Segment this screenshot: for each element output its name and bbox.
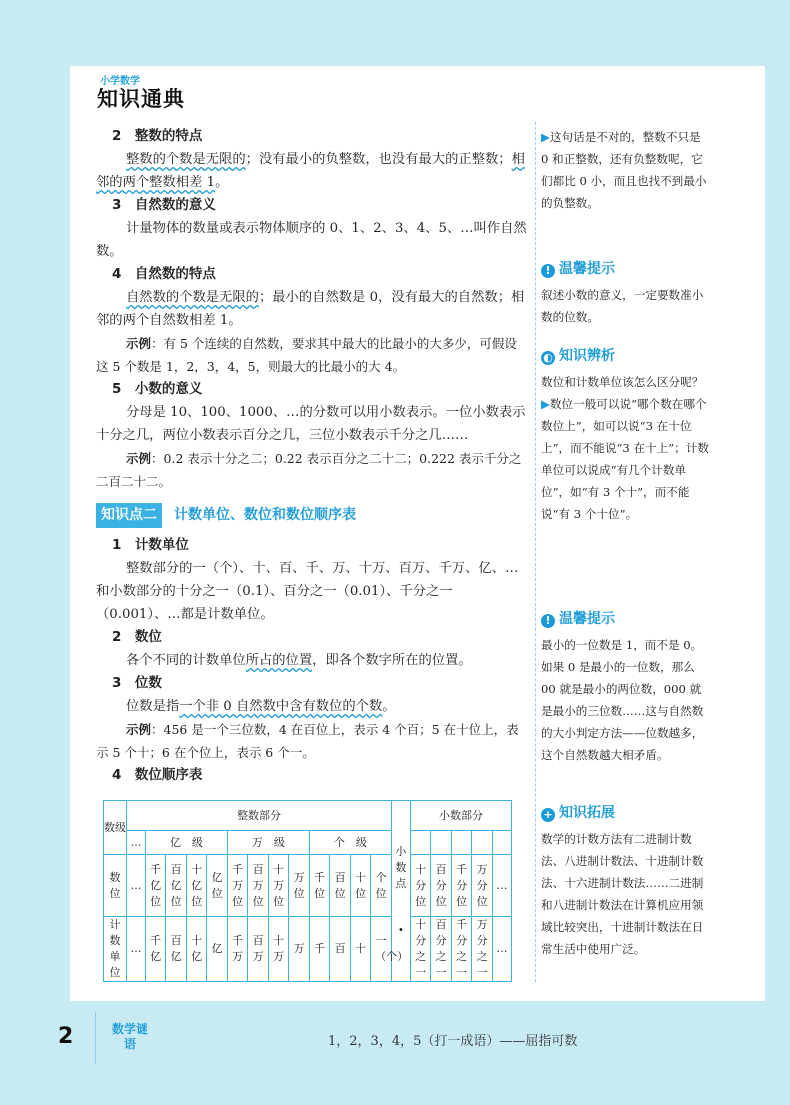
place-cell-text: 个位 [375,870,387,900]
section-title: 5 小数的意义 [112,381,203,397]
paragraph [96,649,528,672]
analysis-title [541,345,711,367]
tip-title-text: 温馨提示 [559,261,615,277]
dec-place-cell [410,855,431,917]
footer-band [0,1002,790,1105]
analysis-box [541,345,711,525]
compare-icon: ◐ [541,351,555,365]
tip-box-2 [541,608,711,766]
riddle-label: 数学谜语 [111,1022,148,1051]
note-body: 这句话是不对的，整数不只是 0 和正整数，还有负整数呢，它们都比 0 小，而且也找不到最小的负整数。 [541,130,707,210]
text: 各个不同的计数单位 [126,653,246,668]
place-cell [350,855,371,917]
unit-cell-text: 十万 [273,934,285,963]
extension-box [541,802,711,960]
place-cell-text: 千亿位 [150,862,162,908]
underlined-text: 所占的位置 [245,653,313,668]
unit-cell-text: 亿 [211,942,223,955]
section-title: 4 自然数的特点 [112,266,216,282]
underlined-text: 整数的个数是无限的 [126,152,246,167]
cell-blank [431,831,452,855]
unit-cell [248,917,269,982]
place-cell-text: 百位 [334,870,346,900]
analysis-title-text: 知识辨析 [559,348,615,364]
tip-title [541,258,711,280]
unit-cell [371,917,409,982]
unit-cell-text: 万 [293,942,305,955]
place-cell [186,855,207,917]
digit-order-table [103,800,512,982]
section-title: 2 整数的特点 [112,128,203,144]
extension-title [541,802,711,824]
place-cell-text: 百万位 [252,862,264,908]
page-number: 2 [58,1024,74,1049]
dec-place-cell [472,855,493,917]
label-shuwei: 数位 [109,870,121,900]
tip-text: 最小的一位数是 1，而不是 0。如果 0 是最小的一位数，那么 00 就是最小的两位数，000 就是最小的三位数……这与自然数的大小判定方法——位数越多，这个自然数越大相矛盾。 [541,638,704,762]
unit-cell [268,917,289,982]
text: 。 [215,175,229,190]
place-cell-text: 百亿位 [170,862,182,908]
knowledge-point-heading [96,503,528,528]
place-cell [371,855,392,917]
unit-cell [207,917,228,982]
place-cell-text: 亿位 [211,870,223,900]
dec-place-cell-text: 千分位 [456,862,468,908]
analysis-question: 数位和计数单位该怎么区分呢？ [541,375,704,389]
unit-cell [309,917,330,982]
extension-title-text: 知识拓展 [559,805,615,821]
extension-text: 数学的计数方法有二进制计数法、八进制计数法、十进制计数法、十六进制计数法……二进制和八进制计数法在计算机应用领域比较突出，十进制计数法在日常生活中使用广泛。 [541,832,704,956]
analysis-answer [541,393,711,525]
place-cell-text: 千万位 [232,862,244,908]
text: 数； [485,152,512,167]
decimal-point-dot: · [398,920,404,939]
place-cell-text: 万位 [293,870,305,900]
exclamation-icon: ! [541,614,555,628]
example [96,447,528,493]
unit-cell-text: 百 [334,942,346,955]
dec-place-cell-text: 百分位 [435,862,447,908]
dec-unit-cell [451,917,472,982]
place-cell [289,855,310,917]
paragraph: 整数部分的一（个）、十、百、千、万、十万、百万、千万、亿、…和小数部分的十分之一（0.1）、百分之一（0.01）、千分之一（0.001）、…都是计数单位。 [96,561,519,622]
text: ，即各个数字所在的位置。 [312,653,472,668]
tip-title [541,608,711,630]
riddle-text: 1，2，3，4，5（打一成语）——屈指可数 [328,1034,578,1049]
main-column [96,125,528,787]
exclamation-icon: ! [541,264,555,278]
text: ；没有最小的负整数，也没有最大的正整 [245,152,486,167]
analysis-answer-text: 数位一般可以说“哪个数在哪个数位上”，如可以说“3 在十位上”，而不能说“3 在十上”；计数单位可以说成“有几个计数单位”，如“有 3 个十”，而不能说“有 3 个十位”。 [541,397,709,521]
cell-blank [492,831,511,855]
unit-cell [227,917,248,982]
knowledge-point-tag: 知识点二 [96,503,162,528]
example-label: 示例 [126,451,152,466]
cell-blank [410,831,431,855]
section-title: 2 数位 [112,629,162,645]
cell-int-header: 整数部分 [127,801,392,831]
example [96,332,528,378]
dec-unit-cell-text: 万分之一 [476,918,488,979]
note-text [541,126,711,214]
place-cell [309,855,330,917]
cell-yi-level: 亿 级 [145,831,227,855]
cell-ellipsis: … [127,831,146,855]
place-cell [227,855,248,917]
cell-ge-level: 个 级 [309,831,391,855]
dec-unit-cell-text: 百分之一 [435,918,447,979]
cell-jishu [104,917,127,982]
example-text: ：456 是一个三位数，4 在百位上，表示 4 个百；5 在十位上，表示 5 个十；6 在个位上，表示 6 个一。 [96,722,519,760]
section-title: 3 位数 [112,675,162,691]
header-point: 小数点 [395,845,407,890]
underlined-text: 相邻的两个整数相差 1 [96,152,525,190]
section-title: 4 数位顺序表 [112,767,203,783]
tip-box-1 [541,258,711,328]
dec-place-cell [431,855,452,917]
pointer-icon: ▶ [541,397,550,411]
unit-cell-text: 百万 [252,934,264,963]
place-cell [207,855,228,917]
dec-place-cell [451,855,472,917]
footer-divider [95,1012,96,1064]
tip-title-text: 温馨提示 [559,611,615,627]
unit-cell-text: 千万 [232,934,244,963]
unit-cell-text: 一（个） [375,934,409,963]
unit-cell-text: 千亿 [150,934,162,963]
dec-unit-cell-text: 十分之一 [415,918,427,979]
paragraph [96,286,528,332]
column-divider [535,122,536,982]
example-text: ：有 5 个连续的自然数，要求其中最大的比最小的大多少，可假设这 5 个数是 1，2，3，4，5，则最大的比最小的大 4。 [96,336,517,374]
tip-text: 叙述小数的意义，一定要数准小数的位数。 [541,288,704,324]
unit-cell [330,917,351,982]
place-cell-text: 十亿位 [191,862,203,908]
text: 。 [382,699,396,714]
dec-unit-cell [472,917,493,982]
knowledge-point-title: 计数单位、数位和数位顺序表 [174,507,356,523]
unit-cell [166,917,187,982]
series-label: 小学数学 [100,76,140,87]
section-title: 3 自然数的意义 [112,197,216,213]
place-cell [166,855,187,917]
example-label: 示例 [126,722,152,737]
unit-cell-text: 十亿 [191,934,203,963]
place-cell [268,855,289,917]
unit-cell-text: 千 [314,942,326,955]
dec-unit-cell [410,917,431,982]
cell-ellipsis: … [492,917,511,982]
place-cell-text: 十位 [355,870,367,900]
sidebar-note [541,126,711,214]
place-cell-text: 十万位 [273,862,285,908]
dec-place-cell-text: 万分位 [476,862,488,908]
place-cell-text: 千位 [314,870,326,900]
unit-cell [350,917,371,982]
unit-cell-text: 十 [355,942,367,955]
example-label: 示例 [126,336,152,351]
dec-unit-cell-text: 千分之一 [456,918,468,979]
place-cell [330,855,351,917]
unit-cell [289,917,310,982]
book-title: 知识通典 [97,87,185,111]
place-cell [145,855,166,917]
cell-wan-level: 万 级 [227,831,309,855]
paragraph: 计量物体的数量或表示物体顺序的 0、1、2、3、4、5、…叫作自然数。 [96,221,527,259]
unit-cell [186,917,207,982]
cell-shuwei [104,855,127,917]
paragraph [96,148,528,194]
paragraph [96,695,528,718]
cell-blank [451,831,472,855]
cell-blank [472,831,493,855]
unit-cell-text: 百亿 [170,934,182,963]
paragraph: 分母是 10、100、1000、…的分数可以用小数表示。一位小数表示十分之几，两位小数表示百分之几，三位小数表示千分之几…… [96,405,526,443]
cell-ellipsis: … [492,855,511,917]
cell-dec-header: 小数部分 [410,801,511,831]
dec-place-cell-text: 十分位 [415,862,427,908]
section-title: 1 计数单位 [112,537,189,553]
underlined-text: 自然数的个数是无限的 [126,290,259,305]
cell-ellipsis: … [127,855,146,917]
underlined-text: 一个非 0 自然数中含有数位的个数 [179,699,383,714]
text: 位数是指 [126,699,180,714]
place-cell [248,855,269,917]
example-text: ：0.2 表示十分之二；0.22 表示百分之二十二；0.222 表示千分之二百二十二。 [96,451,522,489]
unit-cell [145,917,166,982]
cell-ellipsis: … [127,917,146,982]
plus-icon: + [541,808,555,822]
dec-unit-cell [431,917,452,982]
cell-shuji: 数级 [104,801,127,855]
text: ；最小的自然数是 0，没有最大的自然数；相邻的两个自然数相差 1。 [96,290,525,328]
pointer-icon: ▶ [541,130,550,144]
example [96,718,528,764]
label-jishu: 计数单位 [109,918,121,979]
